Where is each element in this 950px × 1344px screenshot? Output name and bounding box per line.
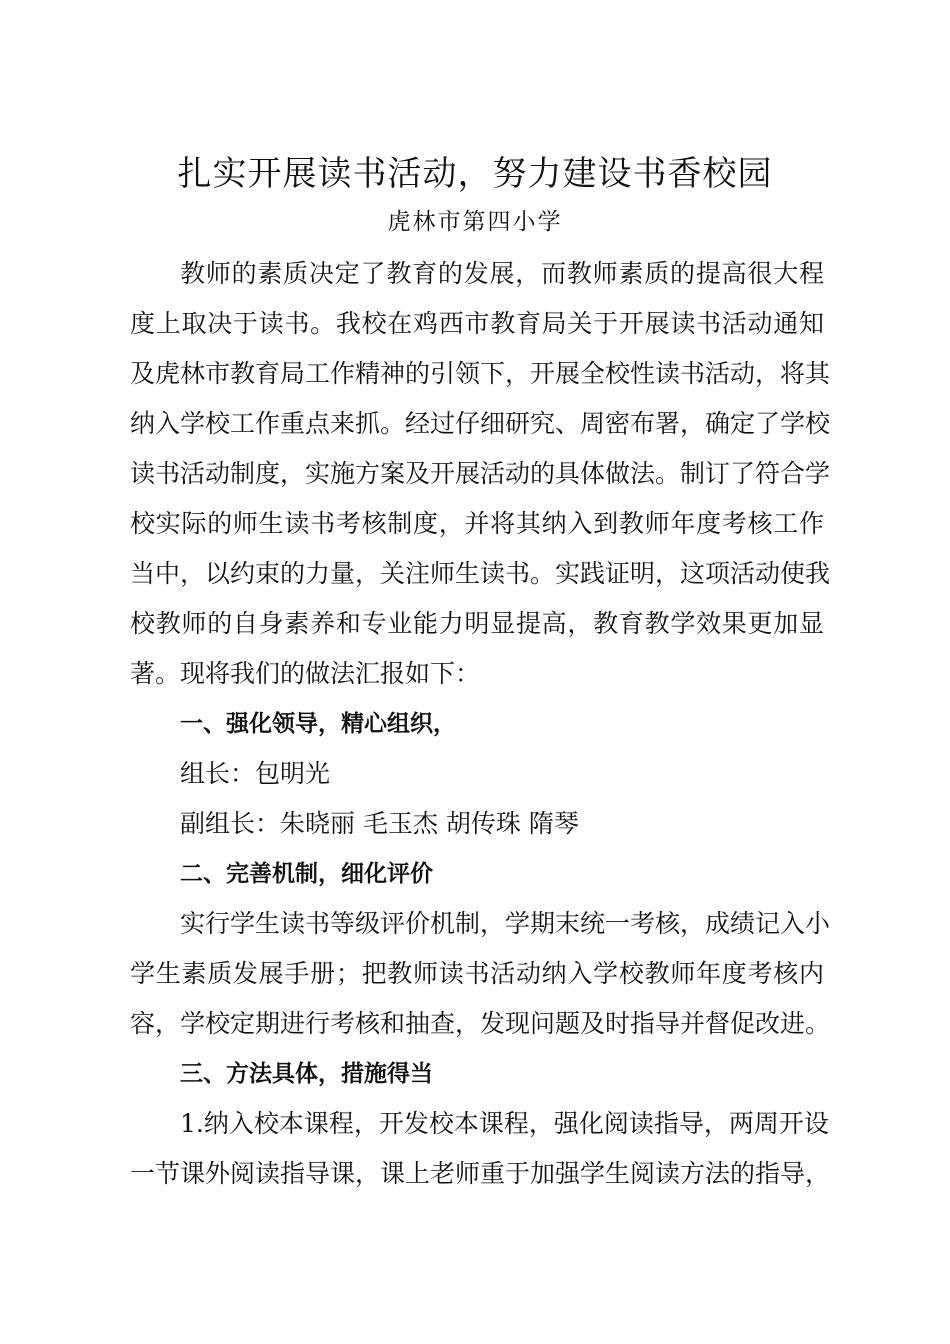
section-heading: 二、完善机制，细化评价 (180, 861, 433, 887)
section-heading: 一、强化领导，精心组织， (180, 711, 456, 737)
paragraph-line: 读书活动制度，实施方案及开展活动的具体做法。制订了符合学 (130, 459, 831, 488)
paragraph-line: 1.纳入校本课程，开发校本课程，强化阅读指导，两周开设 (180, 1109, 829, 1138)
leader-line: 组长：包明光 (180, 759, 331, 788)
paragraph-line: 及虎林市教育局工作精神的引领下，开展全校性读书活动，将其 (130, 359, 831, 388)
paragraph-line: 容，学校定期进行考核和抽查，发现问题及时指导并督促改进。 (130, 1009, 831, 1038)
paragraph-line: 学生素质发展手册；把教师读书活动纳入学校教师年度考核内 (130, 959, 824, 988)
paragraph-line: 度上取决于读书。我校在鸡西市教育局关于开展读书活动通知 (130, 309, 824, 338)
paragraph-line: 教师的素质决定了教育的发展，而教师素质的提高很大程 (180, 259, 824, 288)
paragraph-line: 校教师的自身素养和专业能力明显提高，教育教学效果更加显 (130, 609, 824, 638)
paragraph-line: 著。现将我们的做法汇报如下： (130, 659, 481, 688)
paragraph-line: 一节课外阅读指导课，课上老师重于加强学生阅读方法的指导， (130, 1159, 831, 1188)
paragraph-line: 纳入学校工作重点来抓。经过仔细研究、周密布署，确定了学校 (130, 409, 831, 438)
paragraph-line: 实行学生读书等级评价机制，学期末统一考核，成绩记入小 (180, 909, 831, 938)
paragraph-line: 当中，以约束的力量，关注师生读书。实践证明，这项活动使我 (130, 559, 831, 588)
section-heading: 三、方法具体，措施得当 (180, 1061, 433, 1087)
deputy-leaders-line: 副组长：朱晓丽 毛玉杰 胡传珠 隋琴 (180, 809, 579, 838)
paragraph-line: 校实际的师生读书考核制度，并将其纳入到教师年度考核工作 (130, 509, 824, 538)
document-title: 扎实开展读书活动，努力建设书香校园 (177, 154, 773, 194)
document-author: 虎林市第四小学 (387, 209, 563, 235)
